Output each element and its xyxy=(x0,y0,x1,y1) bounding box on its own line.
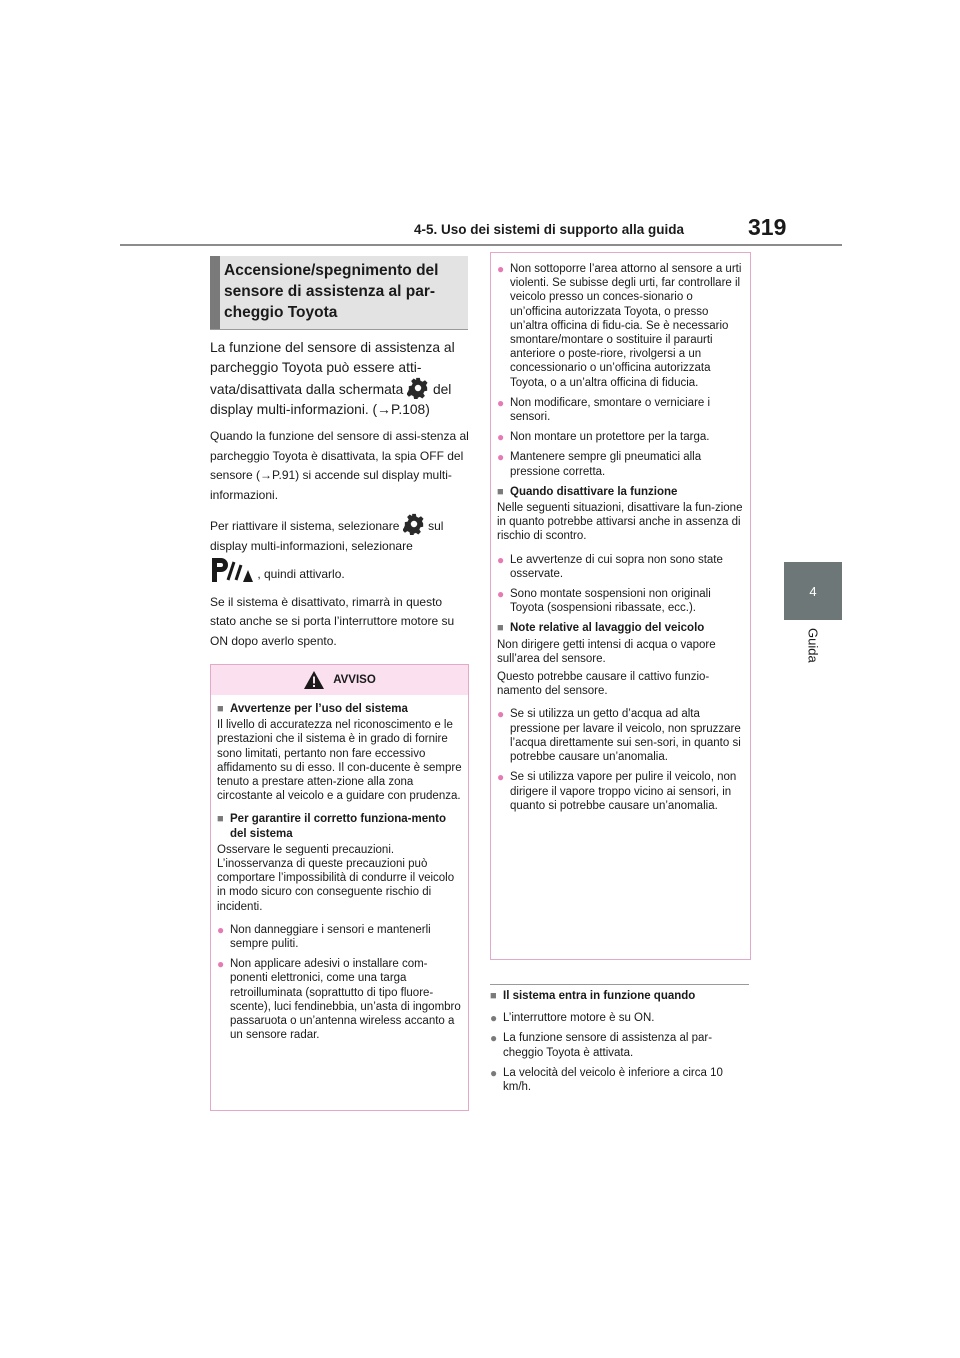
bullet-icon: ● xyxy=(497,430,505,445)
washing-notes-text-2: Questo potrebbe causare il cattivo funzio-namento del sensore. xyxy=(497,671,710,698)
bullet-icon: ● xyxy=(217,957,225,972)
warning-triangle-icon xyxy=(303,670,325,690)
square-icon: ■ xyxy=(217,813,224,826)
intro-paragraph-4: Se il sistema è disattivato, rimarrà in questo stato anche se si porta l’interruttore motore su ON dopo averlo spento. xyxy=(210,594,455,648)
warning-text-2: Osservare le seguenti precauzioni. L’inosservanza di queste precauzioni può comportare l’impossibilità di condurre il veicolo in modo sicuro con conseguente rischio di incidenti. xyxy=(217,843,455,913)
bullet-icon: ● xyxy=(497,770,505,785)
section-divider xyxy=(490,984,749,985)
operation-conditions xyxy=(490,989,752,1100)
warning-title: AVVISO xyxy=(333,674,376,686)
chapter-tab-label xyxy=(784,628,842,688)
list-item: ● Se si utilizza un getto d’acqua ad alta pressione per lavare il veicolo, non spruzzare l’acqua direttamente sui sen-sori, in quanto si potrebbe causare un’anomalia. xyxy=(497,707,741,764)
square-icon: ■ xyxy=(490,990,497,1002)
bullet-icon: ● xyxy=(490,1031,498,1046)
section-heading xyxy=(210,256,468,330)
chapter-label: Guida xyxy=(805,628,821,663)
list-item: ● Non applicare adesivi o installare com-ponenti elettronici, come una targa retroilluminata (soprattutto di tipo fluore-scente), luci fendinebbia, un’asta di ingombro passaruota o un’antenna wireless accanto a un sensore radar. xyxy=(217,957,461,1042)
warning-box-continued xyxy=(490,252,751,960)
list-item: ● La velocità del veicolo è inferiore a circa 10 km/h. xyxy=(490,1065,723,1094)
intro-paragraph-1: La funzione del sensore di assistenza al parcheggio Toyota può essere atti- vata/disattivata dalla schermata del display multi-informazioni. (→P.108) xyxy=(210,340,455,417)
operation-conditions-heading: ■ Il sistema entra in funzione quando xyxy=(490,990,696,1002)
list-item: ● Sono montate sospensioni non originali Toyota (sospensioni ribassate, ecc.). xyxy=(497,587,711,615)
header-section-title: 4-5. Uso dei sistemi di supporto alla guida xyxy=(414,222,685,237)
bullet-icon: ● xyxy=(497,450,505,465)
bullet-icon: ● xyxy=(490,1011,498,1026)
list-item: ● Non modificare, smontare o verniciare i sensori. xyxy=(497,395,711,424)
warning-heading-1: ■ Avvertenze per l’uso del sistema xyxy=(217,703,408,715)
section-heading-bar xyxy=(210,256,220,329)
warning-box xyxy=(210,664,469,1111)
washing-notes-heading: ■ Note relative al lavaggio del veicolo xyxy=(497,622,705,635)
list-item: ● Mantenere sempre gli pneumatici alla pressione corretta. xyxy=(497,450,702,478)
page-number: 319 xyxy=(748,214,787,240)
bullet-icon: ● xyxy=(497,707,505,722)
list-item: ● Se si utilizza vapore per pulire il veicolo, non dirigere il vapore troppo vicino ai sensori, in quanto si potrebbe causare un’anomalia. xyxy=(497,770,737,812)
washing-notes-text-1: Non dirigere getti intensi di acqua o vapore sull’area del sensore. xyxy=(497,638,716,665)
bullet-icon: ● xyxy=(490,1065,498,1080)
header-divider xyxy=(120,244,842,246)
list-item: ● L’interruttore motore è su ON. xyxy=(490,1011,655,1026)
bullet-icon: ● xyxy=(497,262,505,276)
bullet-icon: ● xyxy=(497,395,505,410)
list-item: ● La funzione sensore di assistenza al par-cheggio Toyota è attivata. xyxy=(490,1031,713,1059)
list-item: ● Non montare un protettore per la targa. xyxy=(497,430,710,445)
when-to-disable-text: Nelle seguenti situazioni, disattivare la fun-zione in quanto potrebbe attivarsi anche in assenza di rischio di scontro. xyxy=(497,502,743,543)
bullet-icon: ● xyxy=(497,587,505,602)
gear-icon xyxy=(407,377,429,399)
parking-sensor-icon xyxy=(210,556,254,584)
arrow-icon: → xyxy=(377,401,391,417)
chapter-number: 4 xyxy=(809,583,817,599)
intro-paragraph-3: Per riattivare il sistema, selezionare sul display multi-informazioni, selezionare , quindi attivarlo. xyxy=(210,513,470,585)
list-item: ● Non danneggiare i sensori e mantenerli sempre puliti. xyxy=(217,922,431,951)
square-icon: ■ xyxy=(217,703,224,715)
bullet-icon: ● xyxy=(497,552,505,567)
list-item: ● Le avvertenze di cui sopra non sono state osservate. xyxy=(497,552,723,580)
when-to-disable-heading: ■ Quando disattivare la funzione xyxy=(497,485,678,498)
warning-heading-2: ■ Per garantire il corretto funziona-mento del sistema xyxy=(217,813,446,840)
warning-header xyxy=(211,665,468,695)
list-item: ● Non sottoporre l’area attorno al sensore a urti violenti. Se subisse degli urti, far controllare il veicolo presso un conces-sionario o un’officina autorizzata Toyota, o presso un’altra officina di fidu-cia. Se è necessario smontare/montare o sostituire il paraurti anteriore o poste-riore, rivolgersi a un concessionario o un’officina autorizzata Toyota, o a un’altra officina di fiducia. xyxy=(497,262,742,389)
warning-text-1: Il livello di accuratezza nel riconoscimento e le prestazioni che il sistema è in grado di fornire sono limitati, pertanto non fare eccessivo affidamento su di esso. Il con-ducente è sempre tenuto a prestare atten-zione alla zona circostante al veicolo e a guidare con prudenza. xyxy=(217,719,462,803)
intro-text xyxy=(210,338,470,659)
gear-icon xyxy=(403,513,425,535)
square-icon: ■ xyxy=(497,485,504,498)
arrow-icon: → xyxy=(260,468,273,482)
intro-paragraph-2: Quando la funzione del sensore di assi-stenza al parcheggio Toyota è disattivata, la spia OFF del sensore (→P.91) si accende sul display multi-informazioni. xyxy=(210,429,469,502)
chapter-tab xyxy=(784,562,842,620)
section-title: Accensione/spegnimento del sensore di assistenza al par-cheggio Toyota xyxy=(224,262,439,321)
square-icon: ■ xyxy=(497,622,504,635)
bullet-icon: ● xyxy=(217,922,225,937)
